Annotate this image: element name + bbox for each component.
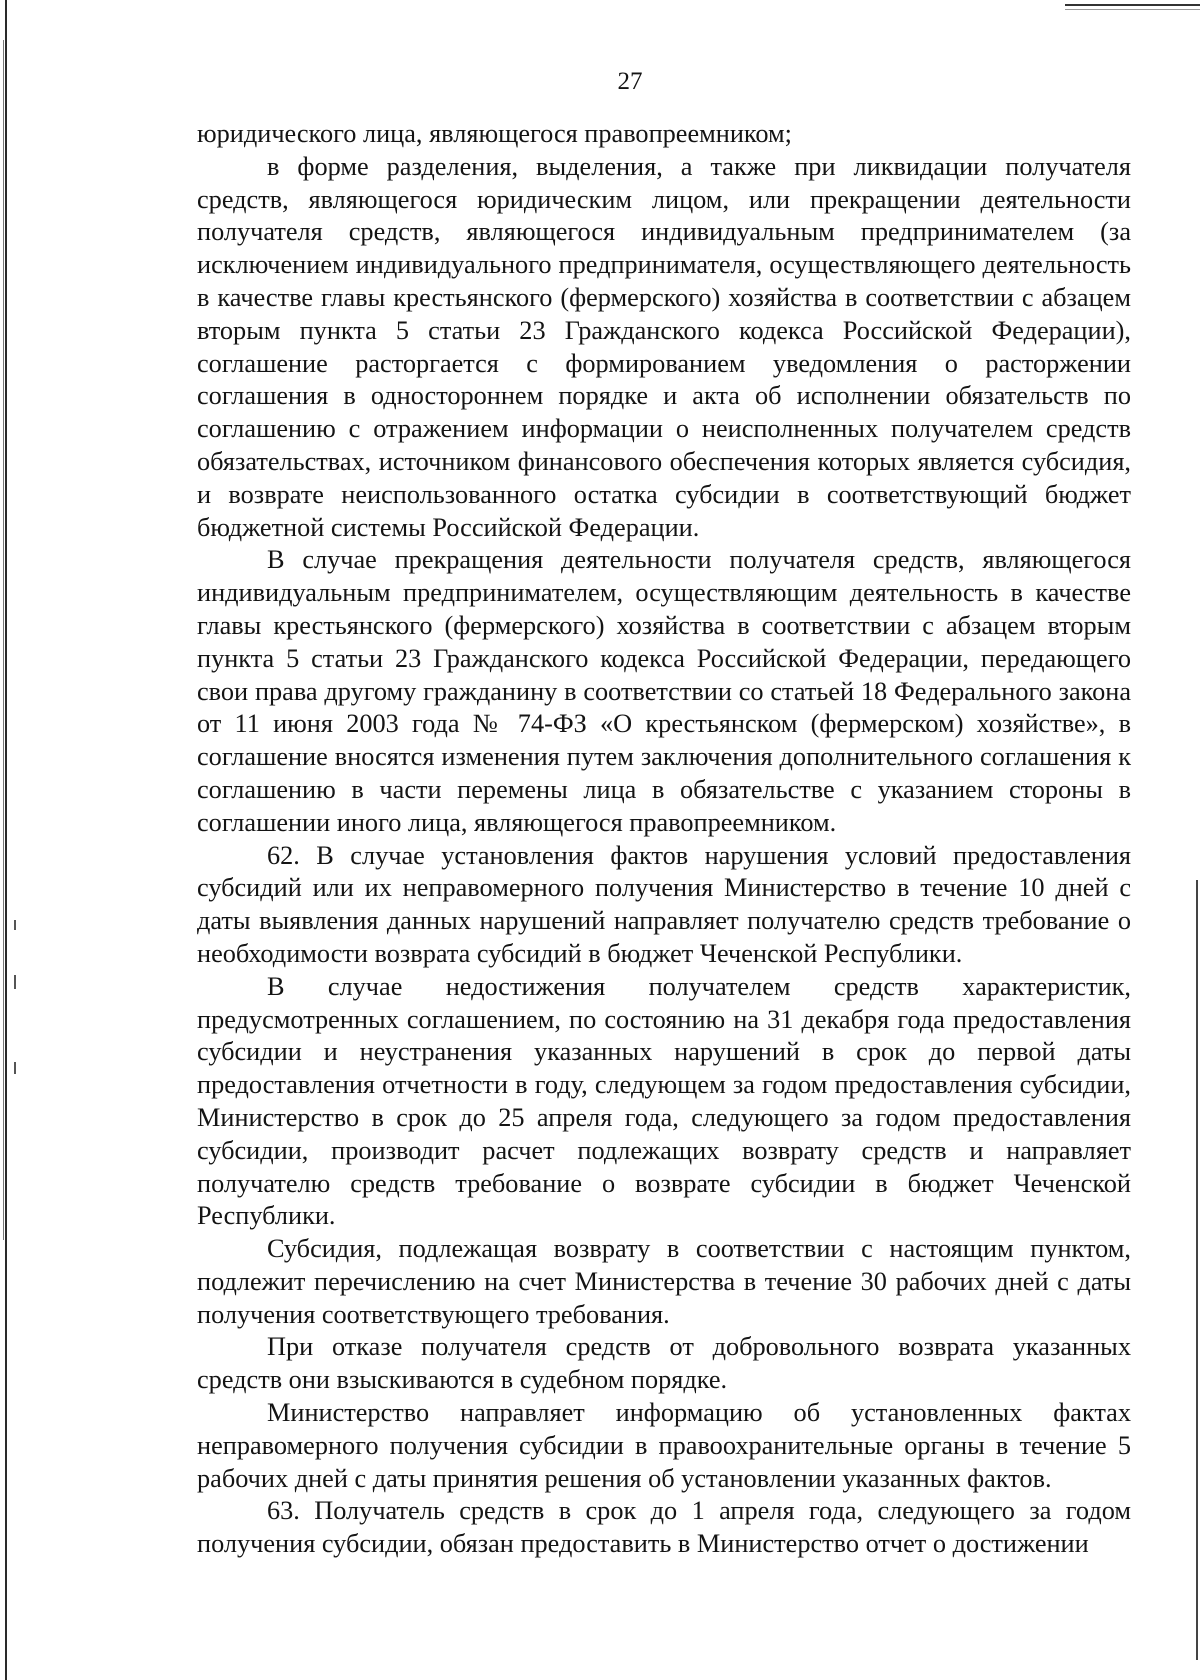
paragraph: Субсидия, подлежащая возврату в соответствии с настоящим пунктом, подлежит перечислению на счет Министерства в течение 30 рабочих дней с даты получения соответствующего требования. [197,1234,1131,1329]
paragraph: В случае прекращения деятельности получателя средств, являющегося индивидуальным предпринимателем, осуществляющим деятельность в качестве главы крестьянского (фермерского) хозяйства в соответствии с абзацем вторым пункта 5 статьи 23 Гражданского кодекса Российской Федерации, передающего свои права другому гражданину в соответствии со статьей 18 Федерального закона от 11 июня 2003 года № 74-ФЗ «О крестьянском (фермерском) хозяйстве», в соглашение вносятся изменения путем заключения дополнительного соглашения к соглашению в части перемены лица в обязательстве с указанием стороны в соглашении иного лица, являющегося правопреемником. [197,545,1131,837]
paragraph: При отказе получателя средств от добровольного возврата указанных средств они взыскиваются в судебном порядке. [197,1332,1131,1395]
scan-right-edge [1196,880,1198,1660]
scan-artifact-mark [14,920,16,930]
paragraph: юридического лица, являющегося правопреемником; [197,119,792,148]
document-body [197,118,1131,1561]
paragraph: 62. В случае установления фактов нарушения условий предоставления субсидий или их неправомерного получения Министерство в течение 10 дней с даты выявления данных нарушений направляет получателю средств требование о необходимости возврата субсидий в бюджет Чеченской Республики. [197,840,1131,968]
scan-left-inner-line [3,40,4,1240]
paragraph: 63. Получатель средств в срок до 1 апреля года, следующего за годом получения субсидии, обязан предоставить в Министерство отчет о достижении [197,1496,1131,1559]
paragraph: В случае недостижения получателем средств характеристик, предусмотренных соглашением, по состоянию на 31 декабря года предоставления субсидии и неустранения указанных нарушений в срок до первой даты предоставления отчетности в году, следующем за годом предоставления субсидии, Министерство в срок до 25 апреля года, следующего за годом предоставления субсидии, производит расчет подлежащих возврату средств и направляет получателю средств требование о возврате субсидии в бюджет Чеченской Республики. [197,971,1131,1231]
page-number: 27 [617,68,643,95]
paragraph: Министерство направляет информацию об установленных фактах неправомерного получения субсидии в правоохранительные органы в течение 5 рабочих дней с даты принятия решения об установлении указанных фактов. [197,1398,1131,1493]
paragraph: в форме разделения, выделения, а также при ликвидации получателя средств, являющегося юридическим лицом, или прекращении деятельности получателя средств, являющегося индивидуальным предпринимателем (за исключением индивидуального предпринимателя, осуществляющего деятельность в качестве главы крестьянского (фермерского) хозяйства в соответствии с абзацем вторым пункта 5 статьи 23 Гражданского кодекса Российской Федерации), соглашение расторгается с формированием уведомления о расторжении соглашения в одностороннем порядке и акта об исполнении обязательств по соглашению с отражением информации о неисполненных получателем средств обязательствах, источником финансового обеспечения которых является субсидия, и возврате неиспользованного остатка субсидии в соответствующий бюджет бюджетной системы Российской Федерации. [197,151,1131,542]
scan-top-right-edge [1065,4,1200,10]
scan-artifact-mark [14,975,16,989]
scan-artifact-mark [14,1062,16,1074]
